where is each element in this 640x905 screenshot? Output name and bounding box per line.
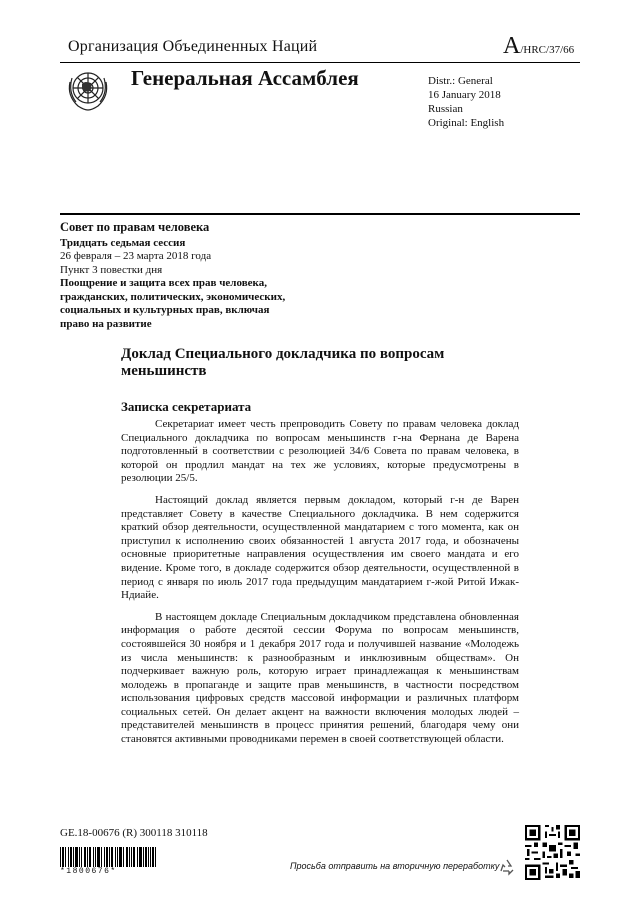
assembly-title: Генеральная Ассамблея xyxy=(131,66,359,90)
distribution-line: Distr.: General xyxy=(428,75,493,87)
note-title: Записка секретариата xyxy=(121,399,252,414)
header-rule xyxy=(60,213,580,215)
distribution-block xyxy=(428,74,504,130)
document-symbol xyxy=(503,34,574,58)
agenda-item: Пункт 3 повестки дня xyxy=(60,263,163,276)
report-title: Доклад Специального докладчика по вопросам меньшинств xyxy=(121,346,445,379)
symbol-letter: A xyxy=(503,33,521,59)
council-block xyxy=(60,221,300,331)
qr-code-icon xyxy=(525,825,580,880)
distribution-line: 16 January 2018 xyxy=(428,89,501,101)
recycle-note: Просьба отправить на вторичную переработку xyxy=(290,861,500,871)
paragraph: В настоящем докладе Специальным докладчиком представлена обновленная информация о работе десятой сессии Форума по вопросам меньшинств, состоявшейся 30 ноября и 1 декабря 2017 года и получившей название «Молодежь из числа меньшинств: к разнообразным и инклюзивным обществам». Он подчеркивает важную роль, которую играет принадлежащая к меньшинствам молодежь в пропаганде и защите прав меньшинств, в частности посредством использования цифровых средств массовой информации и различных платформ социальных сетей. Он делает акцент на важности включения молодых людей – представителей меньшинств в процесс принятия решений, благодаря чему они становятся активными проводниками перемен в своей соответствующей области. xyxy=(121,610,519,746)
council-name: Совет по правам человека xyxy=(60,220,210,234)
paragraph: Настоящий доклад является первым докладом, который г-н де Варен представляет Совету в качестве Специального докладчика. В нем содержится краткий обзор деятельности, осуществленной мандатарием с того момента, как он приступил к исполнению своих обязанностей 1 августа 2017 года, и обозначены основные приоритетные направления осуществления им своего мандата и его видение. Кроме того, в докладе содержится обзор деятельности, осуществленной в период с января по июль 2017 года предыдущим мандатарием г-жой Ритой Ижак-Ндиайе. xyxy=(121,493,519,602)
top-rule xyxy=(60,62,580,63)
barcode-digits: *1800676* xyxy=(60,867,117,876)
paragraph: Секретариат имеет честь препроводить Совету по правам человека доклад Специального докладчика по вопросам меньшинств г-на Фернана де Варена подготовленный в соответствии с резолюцией 34/6 Совета по правам человека, в которой он продлил мандат на тех же условиях, которые предусмотрены в резолюции 25/5. xyxy=(121,418,519,485)
distribution-line: Original: English xyxy=(428,117,505,129)
council-session: Тридцать седьмая сессия xyxy=(60,236,186,249)
symbol-rest: /HRC/37/66 xyxy=(520,44,575,56)
organization-name: Организация Объединенных Наций xyxy=(68,38,318,55)
document-job-number: GE.18-00676 (R) 300118 310118 xyxy=(60,827,208,839)
recycle-icon xyxy=(497,857,517,877)
agenda-title: Поощрение и защита всех прав человека, гражданских, политических, экономических, социальных и культурных прав, включая право на развитие xyxy=(60,277,286,330)
body-text xyxy=(121,418,519,755)
council-dates: 26 февраля – 23 марта 2018 года xyxy=(60,250,212,262)
barcode-icon xyxy=(60,847,156,867)
un-emblem-icon xyxy=(64,66,112,114)
distribution-line: Russian xyxy=(428,103,463,115)
